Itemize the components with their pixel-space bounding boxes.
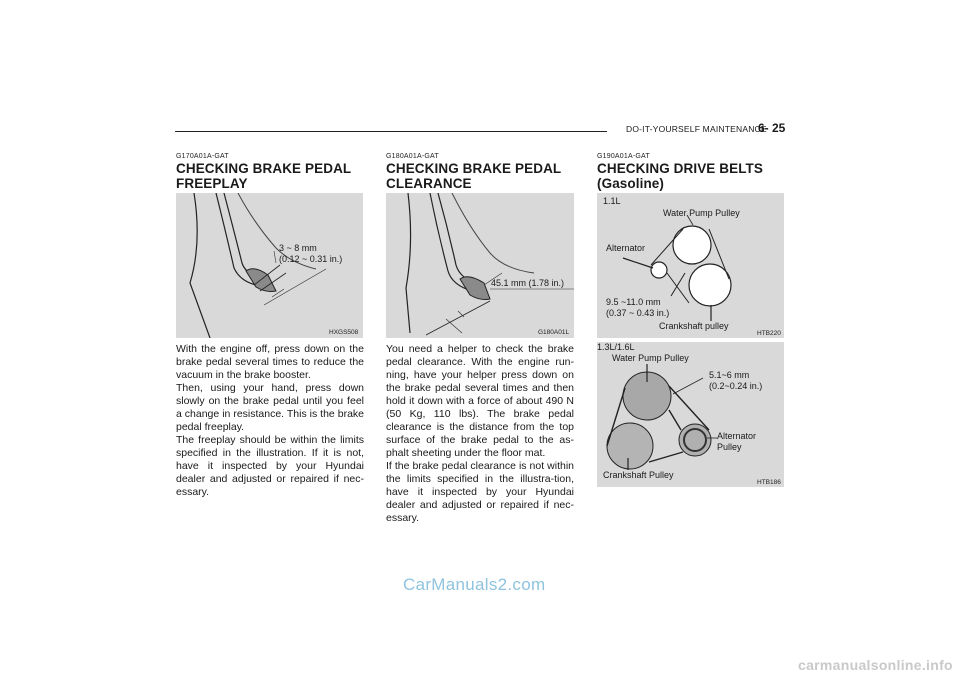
heading-line: FREEPLAY <box>176 176 248 191</box>
paragraph: Then, using your hand, press down slowly on the brake pedal until you feel a change in resistance. This is the brake pedal freeplay. <box>176 382 364 433</box>
alternator-pulley-label <box>717 431 756 453</box>
crankshaft-label: Crankshaft pulley <box>659 321 729 331</box>
heading-brake-freeplay <box>176 161 351 191</box>
deflection-mm: 9.5 ~11.0 mm <box>606 297 661 307</box>
figure-code: HTB220 <box>757 330 781 337</box>
section-title: DO-IT-YOURSELF MAINTENANCE <box>626 124 767 134</box>
carmanuals-watermark: CarManuals2.com <box>403 575 546 594</box>
pedal-drawing <box>176 193 363 338</box>
paragraph: With the engine off, press down on the brake pedal several times to reduce the vacuum in the brake booster. <box>176 343 364 381</box>
deflection-spec-2 <box>709 370 762 392</box>
pulley-line: Pulley <box>717 442 742 452</box>
water-pump-label: Water Pump Pulley <box>612 353 689 363</box>
heading-line: (Gasoline) <box>597 176 665 191</box>
paragraph: If the brake pedal clearance is not within the limits specified in the illustra-tion, have it inspected by your Hyundai dealer and adjusted or repaired if nec-essary. <box>386 460 574 524</box>
freeplay-in: (0.12 ~ 0.31 in.) <box>279 254 343 264</box>
figure-code: HXGS508 <box>329 329 359 336</box>
deflection-in: (0.37 ~ 0.43 in.) <box>606 308 670 318</box>
heading-line: CHECKING BRAKE PEDAL <box>386 161 562 176</box>
freeplay-spec <box>279 243 342 265</box>
freeplay-mm: 3 ~ 8 mm <box>279 243 317 253</box>
freeplay-instructions <box>176 343 364 499</box>
site-watermark: carmanualsonline.info <box>798 657 953 673</box>
water-pump-label: Water Pump Pulley <box>663 208 740 218</box>
deflection-mm: 5.1~6 mm <box>709 370 750 380</box>
engine-1-1l: 1.1L <box>603 196 621 206</box>
crankshaft-label: Crankshaft Pulley <box>603 470 674 480</box>
belt-diagram-1-3l-1-6l <box>597 342 784 487</box>
belt-diagram-1-1l <box>597 193 784 338</box>
header-rule <box>175 131 607 132</box>
alternator-label: Alternator <box>606 243 646 253</box>
heading-line: CLEARANCE <box>386 176 472 191</box>
engine-1-3l-1-6l: 1.3L/1.6L <box>597 342 635 352</box>
pedal-drawing <box>386 193 574 338</box>
page-number: 6- 25 <box>758 121 786 135</box>
section-code-clearance: G180A01A-GAT <box>386 153 439 160</box>
figure-code: G180A01L <box>538 329 570 336</box>
paragraph: The freeplay should be within the limits specified in the illustration. If it is not, have it inspected by your Hyundai dealer and adjusted or repaired if nec-essary. <box>176 434 364 498</box>
clearance-spec: 45.1 mm (1.78 in.) <box>491 278 565 288</box>
heading-drive-belts <box>597 161 763 191</box>
alternator-line: Alternator <box>717 431 757 441</box>
figure-code: HTB186 <box>757 479 781 486</box>
heading-line: CHECKING BRAKE PEDAL <box>176 161 352 176</box>
paragraph: You need a helper to check the brake pedal clearance. With the engine run-ning, have your helper press down on the brake pedal several times and then hold it down with a force of about 490 N (50 Kg, 110 lbs). The brake pedal clearance is the distance from the top surface of the brake pedal to the as-phalt sheeting under the floor mat. <box>386 343 574 459</box>
clearance-instructions <box>386 343 574 525</box>
brake-clearance-illustration <box>386 193 574 338</box>
section-code-freeplay: G170A01A-GAT <box>176 153 229 160</box>
deflection-spec-1 <box>606 297 669 319</box>
heading-line: CHECKING DRIVE BELTS <box>597 161 764 176</box>
deflection-in: (0.2~0.24 in.) <box>709 381 763 391</box>
section-code-belts: G190A01A-GAT <box>597 153 650 160</box>
heading-brake-clearance <box>386 161 561 191</box>
brake-freeplay-illustration <box>176 193 363 338</box>
